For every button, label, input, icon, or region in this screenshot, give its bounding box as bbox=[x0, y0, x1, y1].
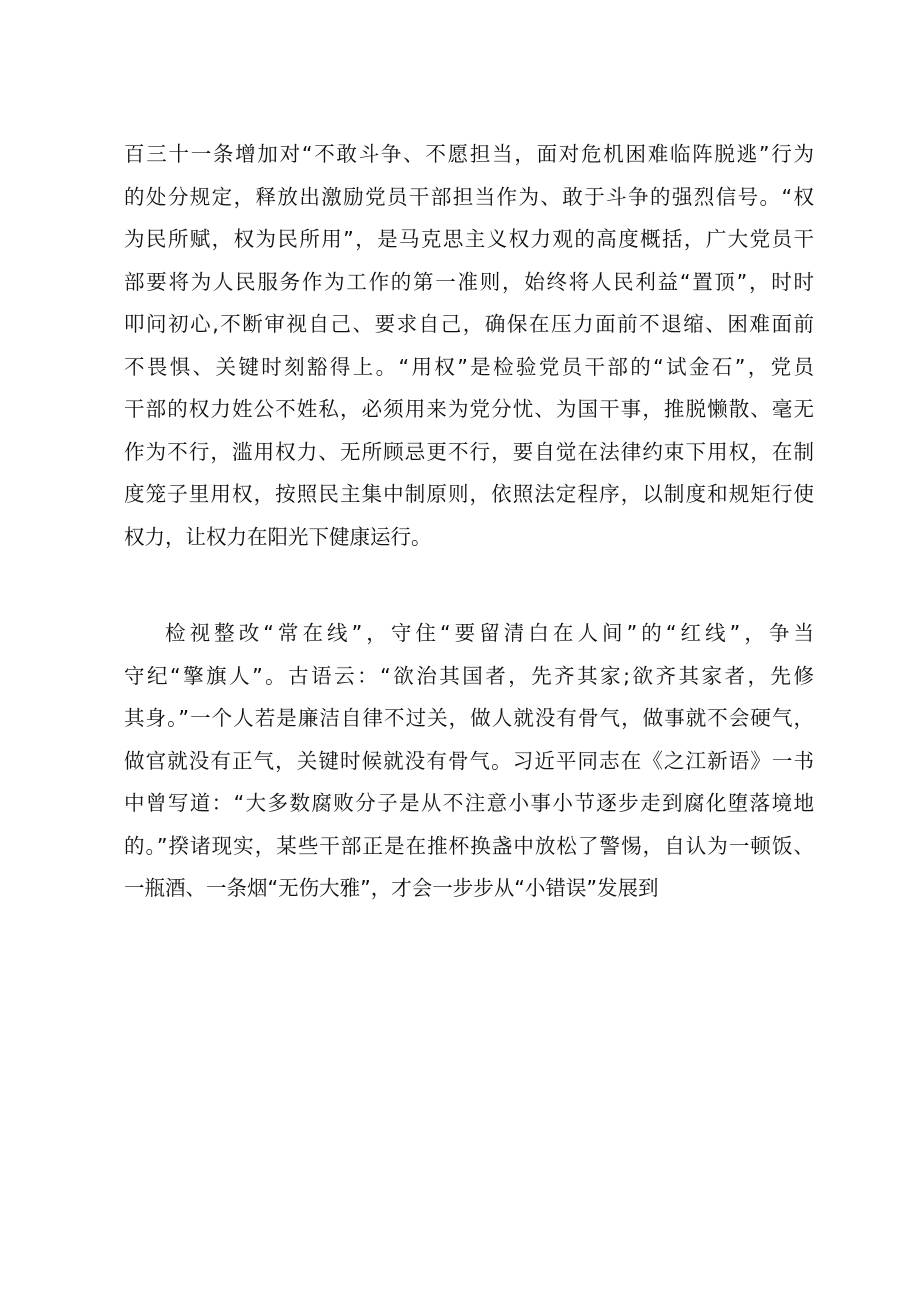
paragraph-line: 做官就没有正气，关键时候就没有骨气。习近平同志在《之江新语》一书 bbox=[124, 748, 814, 773]
paragraph-line: 度笼子里用权，按照民主集中制原则，依照法定程序，以制度和规矩行使 bbox=[124, 482, 814, 506]
paragraph-line: 中曾写道：“大多数腐败分子是从不注意小事小节逐步走到腐化堕落境地 bbox=[124, 791, 814, 815]
paragraph-line: 部要将为人民服务作为工作的第一准则，始终将人民利益“置顶”，时时 bbox=[124, 269, 814, 294]
paragraph-line: 干部的权力姓公不姓私，必须用来为党分忧、为国干事，推脱懒散、毫无 bbox=[124, 397, 814, 421]
paragraph-line: 的处分规定，释放出激励党员干部担当作为、敢于斗争的强烈信号。“权 bbox=[124, 184, 814, 209]
paragraph-2 bbox=[124, 612, 814, 910]
paragraph-line: 百三十一条增加对“不敢斗争、不愿担当，面对危机困难临阵脱逃”行为 bbox=[124, 142, 814, 166]
paragraph-line: 权力，让权力在阳光下健康运行。 bbox=[124, 524, 432, 549]
paragraph-line: 为民所赋，权为民所用”，是马克思主义权力观的高度概括，广大党员干 bbox=[124, 227, 814, 251]
paragraph-line: 一瓶酒、一条烟“无伤大雅”，才会一步步从“小错误”发展到 bbox=[124, 876, 659, 900]
paragraph-line: 守纪“擎旗人”。古语云：“欲治其国者，先齐其家;欲齐其家者，先修 bbox=[124, 663, 814, 688]
paragraph-line: 不畏惧、关键时刻豁得上。“用权”是检验党员干部的“试金石”，党员 bbox=[124, 354, 814, 379]
paragraph-line: 其身。”一个人若是廉洁自律不过关，做人就没有骨气，做事就不会硬气， bbox=[124, 706, 814, 730]
paragraph-line: 检视整改“常在线”，守住“要留清白在人间”的“红线”，争当 bbox=[165, 621, 814, 645]
paragraph-line: 叩问初心,不断审视自己、要求自己，确保在压力面前不退缩、困难面前 bbox=[124, 312, 814, 336]
paragraph-1 bbox=[124, 133, 814, 558]
paragraph-line: 的。”揆诸现实，某些干部正是在推杯换盏中放松了警惕，自认为一顿饭、 bbox=[124, 833, 814, 858]
paragraph-line: 作为不行，滥用权力、无所顾忌更不行，要自觉在法律约束下用权，在制 bbox=[124, 439, 814, 464]
